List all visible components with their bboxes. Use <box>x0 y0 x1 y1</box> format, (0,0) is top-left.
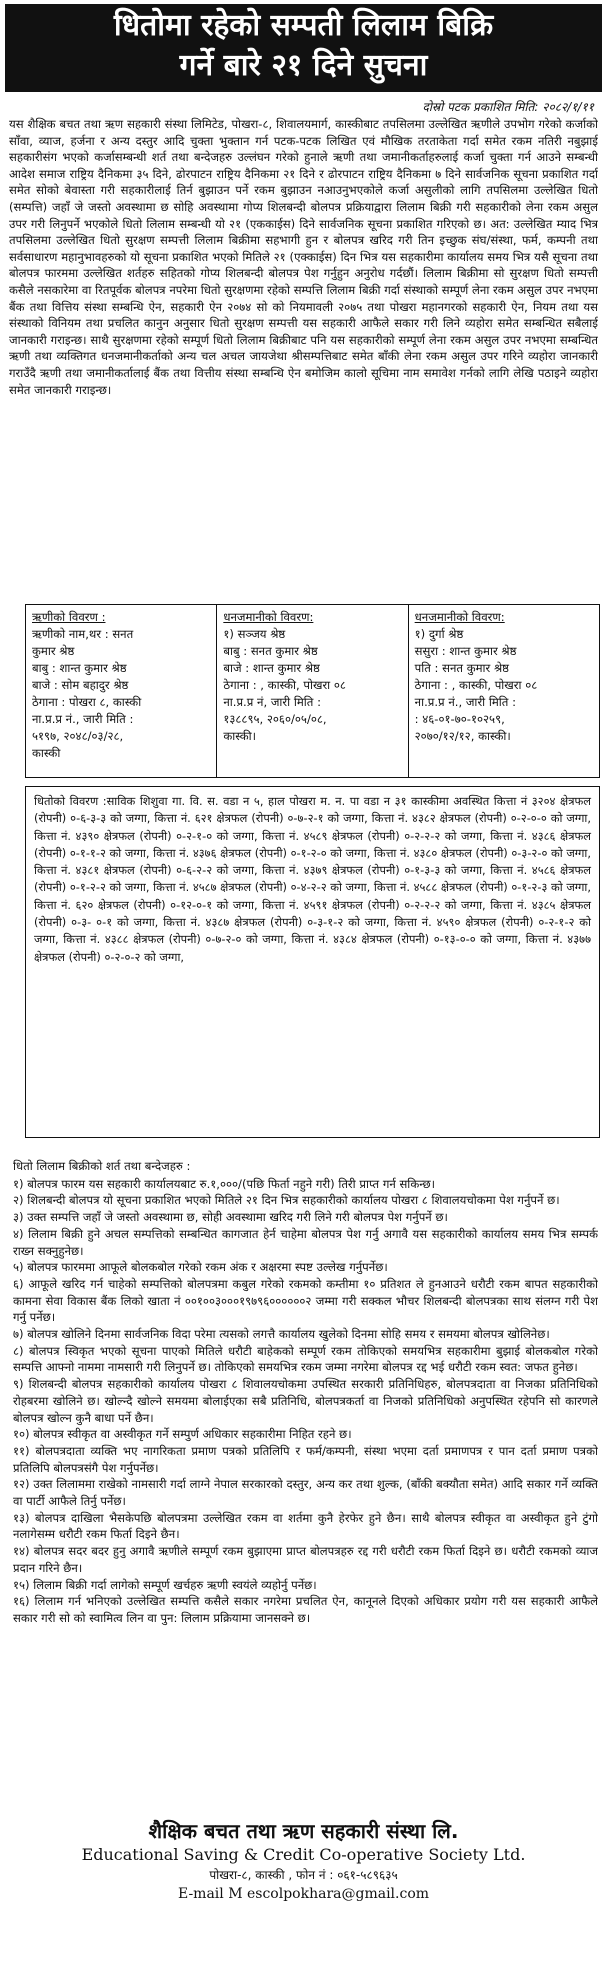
debtor-line: ५१९७, २०४८/०३/२८, <box>32 729 124 743</box>
debtor-line: कुमार श्रेष्ठ <box>32 644 75 658</box>
debtor-line: बाबु : शान्त कुमार श्रेष्ठ <box>32 661 127 675</box>
guarantor-2-line: ना.प्र.प्र नं., जारी मिति : <box>414 695 517 709</box>
parties-table <box>25 604 600 778</box>
conditions-heading: धितो लिलाम बिक्रीको शर्त तथा बन्देजहरु : <box>13 1159 191 1173</box>
publication-date: दोस्रो पटक प्रकाशित मिति: २०८२/१/११ <box>422 100 594 114</box>
debtor-line: ठेगाना : पोखरा ८, कास्की <box>32 695 142 709</box>
condition-item: १५) लिलाम बिक्री गर्दा लागेको सम्पूर्ण खर्चहरु ऋणी स्वयंले व्यहोर्नु पर्नेछ। <box>13 1577 317 1592</box>
guarantor-2-line: ठेगाना : , कास्की, पोखरा ०८ <box>414 678 538 692</box>
organization-name-english: Educational Saving & Credit Co-operative Society Ltd. <box>81 1845 526 1864</box>
organization-footer <box>5 1818 602 1904</box>
guarantor-2-line: पति : सनत कुमार श्रेष्ठ <box>414 661 509 675</box>
guarantor-2-line: २०७०/१२/१२, कास्की। <box>414 729 511 743</box>
condition-item: १६) लिलाम गर्न भनिएको उल्लेखित सम्पत्ति कसैले सकार नगरेमा प्रचलित ऐन, कानूनले दिएको अधिकार प्रयोग गरी यस सहकारी आफैले सकार गरी सो को स्वामित्व लिन वा पुन: लिलाम प्रक्रियामा जानसक्ने छ। <box>13 1594 598 1625</box>
condition-item: ११) बोलपत्रदाता व्यक्ति भए नागरिकता प्रमाण पत्रको प्रतिलिपि र फर्म/कम्पनी, संस्था भएमा दर्ता प्रमाणपत्र र पान दर्ता प्रमाण पत्रको प्रतिलिपि बोलपत्रसंगै पेश गर्नुपर्नेछ। <box>13 1443 598 1475</box>
title-line-1: धितोमा रहेको सम्पती लिलाम बिक्रि <box>113 8 494 43</box>
guarantor-2-heading: धनजमानीको विवरण: <box>414 610 505 624</box>
debtor-line: बाजे : सोम बहादुर श्रेष्ठ <box>32 678 129 692</box>
condition-item: १२) उक्त लिलाममा राखेको नामसारी गर्दा लाग्ने नेपाल सरकारको दस्तुर, अन्य कर तथा शुल्क, (बाँकी बक्यौता समेत) आदि सकार गर्ने व्यक्ति वा पार्टी आफैले तिर्नु पर्नेछ। <box>13 1477 598 1509</box>
organization-address: पोखरा-८, कास्की , फोन नं : ०६१-५८९६३५ <box>209 1868 398 1882</box>
condition-item: ५) बोलपत्र फारममा आफूले बोलकबोल गरेको रकम अंक र अक्षरमा स्पष्ट उल्लेख गर्नुपर्नेछ। <box>13 1260 388 1275</box>
organization-email: E-mail M escolpokhara@gmail.com <box>177 1886 430 1902</box>
condition-item: १३) बोलपत्र दाखिला भैसकेपछि बोलपत्रमा उल्लेखित रकम वा शर्तमा कुनै हेरफेर हुने छैन। साथै बोलपत्र स्वीकृत वा अस्वीकृत हुने टुंगो नलागेसम्म धरौटी रकम फिर्ता दिइने छैन। <box>13 1510 598 1542</box>
guarantor-2-line: ससुरा : शान्त कुमार श्रेष्ठ <box>414 644 517 658</box>
guarantor-1-line: ना.प्र.प्र नं, जारी मिति : <box>223 695 321 709</box>
condition-item: १४) बोलपत्र सदर बदर हुनु अगावै ऋणीले सम्पूर्ण रकम बुझाएमा प्राप्त बोलपत्रहरु रद्द गरी धरौटी रकम फिर्ता दिइने छ। धरौटी रकमको व्याज प्रदान गरिने छैन। <box>13 1544 598 1575</box>
organization-name-nepali: शैक्षिक बचत तथा ऋण सहकारी संस्था लि. <box>148 1819 459 1843</box>
guarantor-2-details <box>409 605 599 777</box>
condition-item: ७) बोलपत्र खोलिने दिनमा सार्वजनिक विदा परेमा त्यसको लगत्तै कार्यालय खुलेको दिनमा सोहि समय र समयमा बोलपत्र खोलिनेछ। <box>13 1327 550 1342</box>
debtor-line: ना.प्र.प्र नं., जारी मिति : <box>32 712 134 726</box>
condition-item: २) शिलबन्दी बोलपत्र यो सूचना प्रकाशित भएको मितिले २१ दिन भित्र सहकारीको कार्यालय पोखरा ८ शिवालयचोकमा पेश गर्नुपर्ने छ। <box>13 1193 560 1208</box>
condition-item: ९) शिलबन्दी बोलपत्र सहकारीको कार्यालय पोखरा ८ शिवालयचोकमा उपस्थित सरकारी प्रतिनिधिहरु, बोलपत्रदाता वा निजका प्रतिनिधिको रोहबरमा खोलिने छ। खोल्न्दै खोल्ने समयमा बोलाईएका सबै प्रतिनिधि, बोलपत्रकर्ता वा निजको प्रतिनिधिको अनुपस्थित रहेपनि सो कारणले बोलपत्र खोल्न कुनै बाधा पर्ने छैन। <box>13 1377 598 1425</box>
debtor-heading: ऋणीको विवरण : <box>32 610 106 624</box>
guarantor-1-line: १) सञ्जय श्रेष्ठ <box>223 627 286 641</box>
notice-title <box>5 4 602 92</box>
guarantor-1-line: बाबु : सनत कुमार श्रेष्ठ <box>223 644 318 658</box>
guarantor-1-line: कास्की। <box>223 729 257 743</box>
guarantor-1-line: ठेगाना : , कास्की, पोखरा ०८ <box>223 678 346 692</box>
condition-item: ६) आफूले खरिद गर्न चाहेको सम्पत्तिको बोलपत्रमा कबुल गरेको रकमको कम्तीमा १० प्रतिशत ले हुनआउने धरौटी रकम बापत सहकारीको कामना सेवा विकास बैंक लिको खाता नं ००१००३०००१९७९६००००००२ जम्मा गरी सक्कल भौचर शिलबन्दी बोलपत्रका साथ संलग्न गरी पेश गर्नु पर्नेछ। <box>13 1276 598 1325</box>
debtor-details <box>26 605 217 777</box>
debtor-line: कास्की <box>32 746 61 760</box>
condition-item: ३) उक्त सम्पत्ति जहाँ जे जस्तो अवस्थामा छ, सोही अवस्थामा खरिद गरी लिने गरी बोलपत्र पेश गर्नुपर्ने छ। <box>13 1210 448 1225</box>
collateral-details: धितोको विवरण :साविक शिशुवा गा. वि. स. वडा न ५, हाल पोखरा म. न. पा वडा न ३१ कास्कीमा अवस्थित कित्ता नं ३२०४ क्षेत्रफल (रोपनी) ०-६-३-३ को जग्गा, कित्ता नं. ६२१ क्षेत्रफल (रोपनी) ०-७-२-१ को जग्गा, कित्ता नं. ४३८२ क्षेत्रफल (रोपनी) ०-२-०-० को जग्गा, कित्ता नं. ४३९० क्षेत्रफल (रोपनी) ०-२-१-० को जग्गा, कित्ता नं. ४५८९ क्षेत्रफल (रोपनी) ०-२-२-२ को जग्गा, कित्ता नं. ४३८६ क्षेत्रफल (रोपनी) ०-१-१-२ को जग्गा, कित्ता नं. ४३७६ क्षेत्रफल (रोपनी) ०-१-२-० को जग्गा, कित्ता नं. ४३८० क्षेत्रफल (रोपनी) ०-३-२-० को जग्गा, कित्ता नं. ४३८१ क्षेत्रफल (रोपनी) ०-६-२-२ को जग्गा, कित्ता नं. ४३७९ क्षेत्रफल (रोपनी) ०-१-३-३ को जग्गा, कित्ता नं. ४५८६ क्षेत्रफल (रोपनी) ०-१-२-२ को जग्गा, कित्ता नं. ४५८७ क्षेत्रफल (रोपनी) ०-४-२-२ को जग्गा, कित्ता नं. ४५८८ क्षेत्रफल (रोपनी) ०-१-२-३ को जग्गा, कित्ता नं. ६२० क्षेत्रफल (रोपनी) ०-१२-०-१ को जग्गा, कित्ता नं. ४५९१ क्षेत्रफल (रोपनी) ०-२-२-२ को जग्गा, कित्ता नं. ४३८५ क्षेत्रफल (रोपनी) ०-३- ०-१ को जग्गा, कित्ता नं. ४३८७ क्षेत्रफल (रोपनी) ०-३-१-२ को जग्गा, कित्ता नं. ४५९० क्षेत्रफल (रोपनी) ०-२-१-२ को जग्गा, कित्ता नं. ४३८८ क्षेत्रफल (रोपनी) ०-७-२-० को जग्गा, कित्ता नं. ४३८४ क्षेत्रफल (रोपनी) ०-१३-०-० को जग्गा, कित्ता नं. ४३७७ क्षेत्रफल (रोपनी) ०-२-०-२ को जग्गा, <box>25 786 600 1138</box>
guarantor-1-details <box>217 605 408 777</box>
intro-paragraph: यस शैक्षिक बचत तथा ऋण सहकारी संस्था लिमिटेड, पोखरा-८, शिवालयमार्ग, कास्कीबाट तपसिलमा उल्लेखित ऋणीले उपभोग गरेको कर्जाको साँवा, व्याज, हर्जना र अन्य दस्तुर आदि चुक्ता भुक्तान गर्न पटक-पटक लिखित एवं मौखिक तरताकेता गर्दा समेत रकम नतिरी नबुझाई सहकारीसंग भएको कर्जासम्बन्धी शर्त तथा बन्देजहरु उल्लंघन गरेको हुनाले ऋणी तथा जमानीकर्ताहरुलाई कर्जा चुक्ता गर्न आउने सम्बन्धी आदेश समाज राष्ट्रिय दैनिकमा ३५ दिने, ढोरपाटन राष्ट्रिय दैनिकमा २१ दिने र ढोरपाटन राष्ट्रिय दैनिकमा ७ दिने सार्वजनिक सूचना प्रकाशित गर्दा समेत सोको बेवास्ता गरी सहकारीलाई तिर्न बुझाउन पर्ने रकम बुझाउन नआउनुभएकोले कर्जा असुलीको लागि तपसिलमा उल्लेखित धितो (सम्पत्ति) जहाँ जे जस्तो अवस्थामा छ सोहि अवस्थामा गोप्य शिलबन्दी बोलपत्र प्रक्रियाद्वारा लिलाम बिक्री गरी सहकारीको लेना रकम असुल उपर गरी लिनुपर्ने भएकोले धितो लिलाम सम्बन्धी यो २१ (एककाईस) दिने सार्वजनिक सूचना प्रकाशित गरिएको छ। अत: उल्लेखित म्याद भित्र तपसिलमा उल्लेखित धितो सुरक्षण सम्पत्ती लिलाम बिक्रीमा सहभागी हुन र बोलपत्र खरिद गरी तिन इच्छुक संघ/संस्था, फर्म, कम्पनी तथा सर्वसाधारण महानुभावहरुको यो सूचना प्रकाशित भएको मितिले २१ (एक्काईस) दिन भित्र यस सहकारीमा कार्यालय समय भित्र यसै सूचना तथा बोलपत्र फारममा उल्लेखित शर्तहरु सहितको गोप्य शिलबन्दी बोलपत्र पेश गर्नुहुन अनुरोध गर्दछौं। लिलाम बिक्रीमा सो सुरक्षण धितो सम्पत्ती कसैले नसकारेमा वा रितपूर्वक बोलपत्र नपरेमा धितो सुरक्षणमा रहेको सम्पत्ति लिलाम बिक्री गर्दा संस्थाको सम्पूर्ण लेना रकम असुल उपर नभएमा बैंक तथा वित्तिय संस्था सम्बन्धि ऐन, सहकारी ऐन २०७४ सो को नियमावली २०७५ तथा पोखरा महानगरको सहकारी ऐन, नियम तथा यस संस्थाको विनियम तथा प्रचलित कानुन अनुसार धितो सुरक्षण सम्पत्ती यस सहकारी आफैले सकार गरी लिने व्यहोरा समेत सम्बन्धित सबैलाई जानकारी गराइन्छ। साथै सुरक्षणमा रहेको सम्पूर्ण धितो लिलाम बिक्रीबाट पनि यस सहकारीको सम्पूर्ण लेना रकम असुल उपर नभएमा सम्बन्धित ऋणी तथा व्यक्तिगत धनजमानीकर्ताको अन्य चल अचल जायजेथा श्रीसम्पत्तिबाट समेत बाँकी लेना रकम असुल उपर गरिने व्यहोरा जानकारी गराउँदै ऋणी तथा जमानीकर्तालाई बैंक तथा वित्तीय संस्था सम्बन्धि ऐन बमोजिम कालो सूचिमा नाम समावेश गर्नको लागि लेखि पठाइने व्यहोरा समेत जानकारी गराइन्छ। <box>9 117 598 397</box>
guarantor-2-line: १) दुर्गा श्रेष्ठ <box>414 627 464 641</box>
guarantor-1-line: १३८८९५, २०६०/०५/०८, <box>223 712 327 726</box>
guarantor-2-line: : ४६-०१-७०-१०२५९, <box>414 712 505 726</box>
condition-item: ८) बोलपत्र स्विकृत भएको सूचना पाएको मितिले धरौटी बाहेकको सम्पूर्ण रकम तोकिएको समयभित्र सहकारीमा बुझाई बोलकबोल गरेको सम्पत्ति आफ्नो नाममा नामसारी गरी लिनुपर्ने छ। तोकिएको समयभित्र रकम जम्मा नगरेमा बोलपत्र रद्द भई धरौटी रकम स्वत: जफत हुनेछ। <box>13 1343 598 1375</box>
condition-item: ४) लिलाम बिक्री हुने अचल सम्पत्तिको सम्बन्धित कागजात हेर्न चाहेमा बोलपत्र पेश गर्नु अगावै यस सहकारीको कार्यालय समय भित्र सम्पर्क राख्न सक्नुहुनेछ। <box>13 1226 598 1258</box>
debtor-line: ऋणीको नाम,थर : सनत <box>32 627 134 641</box>
condition-item: १) बोलपत्र फारम यस सहकारी कार्यालयबाट रु.१,०००/(पछि फिर्ता नहुने गरी) तिरी प्राप्त गर्न सकिन्छ। <box>13 1176 436 1191</box>
conditions-section <box>13 1158 598 1808</box>
guarantor-1-line: बाजे : शान्त कुमार श्रेष्ठ <box>223 661 320 675</box>
condition-item: १०) बोलपत्र स्वीकृत वा अस्वीकृत गर्ने सम्पुर्ण अधिकार सहकारीमा निहित रहने छ। <box>13 1427 352 1442</box>
guarantor-1-heading: धनजमानीको विवरण: <box>223 610 314 624</box>
title-line-2: गर्ने बारे २१ दिने सुचना <box>179 48 428 83</box>
